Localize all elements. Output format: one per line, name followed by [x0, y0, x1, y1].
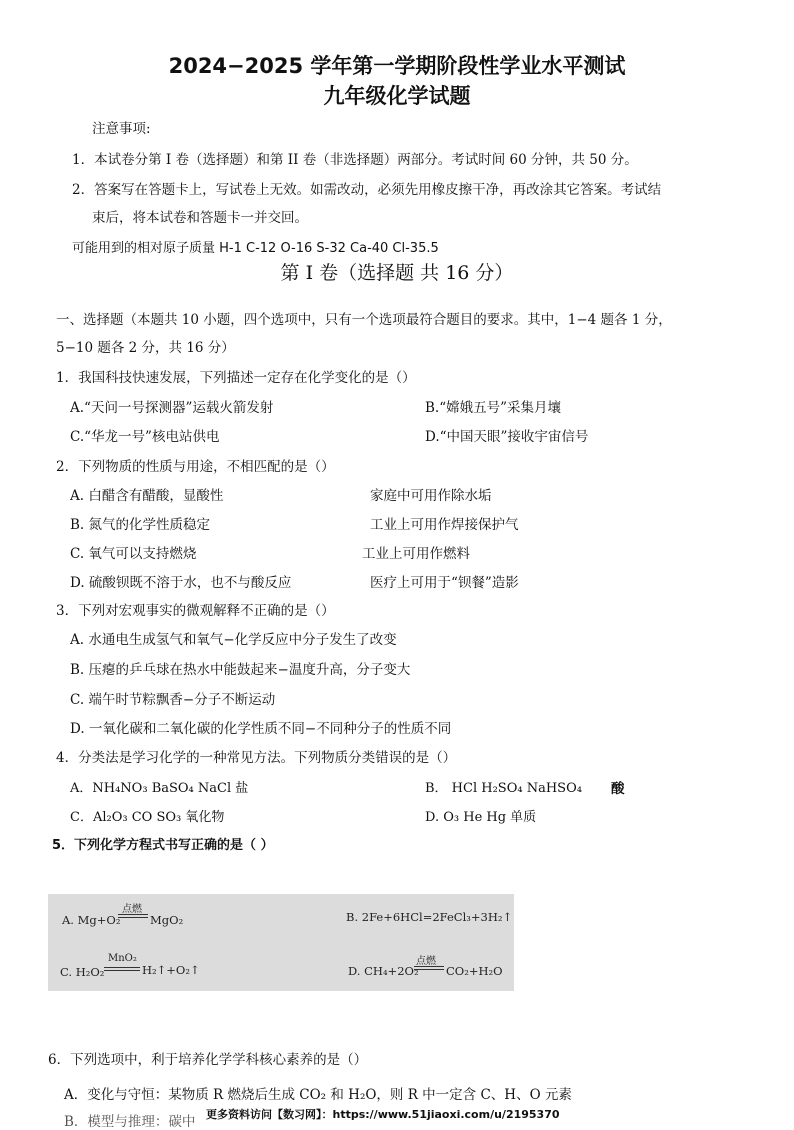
q2-option-d: D. 硫酸钡既不溶于水，也不与酸反应: [70, 575, 292, 591]
q1-option-a: A.“天问一号探测器”运载火箭发射: [70, 400, 274, 416]
q3-option-b: B. 压瘪的乒乓球在热水中能鼓起来−温度升高，分子变大: [70, 662, 411, 678]
q5-option-d-product: CO₂+H₂O: [446, 964, 503, 978]
q4-option-c: C．Al₂O₃ CO SO₃ 氧化物: [70, 810, 225, 825]
atomic-masses: 可能用到的相对原子质量 H-1 C-12 O-16 S-32 Ca-40 Cl-35.5: [72, 241, 439, 256]
equations-photo: [48, 894, 514, 991]
q1-option-b: B.“嫦娥五号”采集月壤: [425, 400, 562, 416]
q2-option-d-use: 医疗上可用于“钡餐”造影: [370, 575, 519, 591]
q5-option-c-arrow-2: [104, 970, 140, 971]
q5-option-a-arrow-2: [118, 917, 148, 918]
notice-item-2: 2．答案写在答题卡上，写试卷上无效。如需改动，必须先用橡皮擦干净，再改涂其它答案。考试结: [72, 182, 662, 198]
question-2-stem: 2．下列物质的性质与用途，不相匹配的是（）: [56, 459, 335, 475]
q5-option-a: A. Mg+O₂: [62, 913, 121, 927]
q5-option-d: D. CH₄+2O₂: [348, 964, 419, 978]
question-1-stem: 1．我国科技快速发展，下列描述一定存在化学变化的是（）: [56, 370, 416, 386]
q5-option-a-condition: 点燃: [122, 904, 142, 915]
q5-option-a-product: MgO₂: [150, 913, 184, 927]
q2-option-b: B. 氮气的化学性质稳定: [70, 517, 211, 533]
q4-option-b: B． HCl H₂SO₄ NaHSO₄: [425, 781, 582, 796]
q2-option-c-use: 工业上可用作燃料: [362, 546, 470, 562]
notice-item-1: 1．本试卷分第 I 卷（选择题）和第 II 卷（非选择题）两部分。考试时间 60 分钟，共 50 分。: [72, 152, 638, 168]
q4-option-b-tag: 酸: [611, 781, 625, 797]
q5-option-d-condition: 点燃: [416, 956, 436, 967]
q2-option-b-use: 工业上可用作焊接保护气: [370, 517, 519, 533]
q5-option-b: B. 2Fe+6HCl=2FeCl₃+3H₂↑: [346, 910, 513, 924]
question-4-stem: 4．分类法是学习化学的一种常见方法。下列物质分类错误的是（）: [56, 750, 457, 766]
q1-option-c: C.“华龙一号”核电站供电: [70, 429, 220, 445]
q1-option-d: D.“中国天眼”接收宇宙信号: [425, 429, 589, 445]
q5-option-a-arrow: [118, 914, 148, 915]
question-6-stem: 6．下列选项中，利于培养化学学科核心素养的是（）: [48, 1052, 368, 1068]
question-3-stem: 3．下列对宏观事实的微观解释不正确的是（）: [56, 603, 335, 619]
q5-option-d-arrow: [414, 966, 444, 967]
footer-link[interactable]: 更多资料访问【数习网】：https://www.51jiaoxi.com/u/2195370: [206, 1108, 560, 1121]
q2-option-a-use: 家庭中可用作除水垢: [370, 488, 492, 504]
q3-option-a: A. 水通电生成氢气和氧气−化学反应中分子发生了改变: [70, 632, 397, 648]
part-intro-cont: 5−10 题各 2 分，共 16 分）: [56, 340, 235, 356]
q5-option-c-product: H₂↑+O₂↑: [142, 963, 200, 977]
exam-subtitle: 九年级化学试题: [323, 84, 471, 108]
q5-option-c-condition: MnO₂: [108, 953, 137, 964]
q5-option-c-arrow: [104, 967, 140, 968]
q5-option-d-arrow-2: [414, 969, 444, 970]
q4-option-a: A．NH₄NO₃ BaSO₄ NaCl 盐: [70, 781, 249, 796]
part-intro: 一、选择题（本题共 10 小题，四个选项中，只有一个选项最符合题目的要求。其中，1−4 题各 1 分，: [56, 312, 672, 328]
section-heading: 第 I 卷（选择题 共 16 分）: [280, 262, 514, 284]
q6-option-b: B．模型与推理：碳中: [64, 1114, 196, 1130]
q5-option-c: C. H₂O₂: [60, 965, 105, 979]
q2-option-a: A. 白醋含有醋酸，显酸性: [70, 488, 224, 504]
exam-title: 2024−2025 学年第一学期阶段性学业水平测试: [168, 54, 626, 78]
q3-option-d: D. 一氧化碳和二氧化碳的化学性质不同−不同种分子的性质不同: [70, 721, 452, 737]
question-5-stem: 5．下列化学方程式书写正确的是（ ）: [52, 838, 274, 853]
notice-item-2-cont: 束后，将本试卷和答题卡一并交回。: [92, 210, 308, 226]
q3-option-c: C. 端午时节粽飘香−分子不断运动: [70, 692, 276, 708]
q6-option-a: A．变化与守恒：某物质 R 燃烧后生成 CO₂ 和 H₂O，则 R 中一定含 C、H、O 元素: [64, 1087, 572, 1103]
notice-heading: 注意事项:: [92, 121, 151, 137]
q4-option-d: D. O₃ He Hg 单质: [425, 810, 537, 825]
q2-option-c: C. 氧气可以支持燃烧: [70, 546, 197, 562]
